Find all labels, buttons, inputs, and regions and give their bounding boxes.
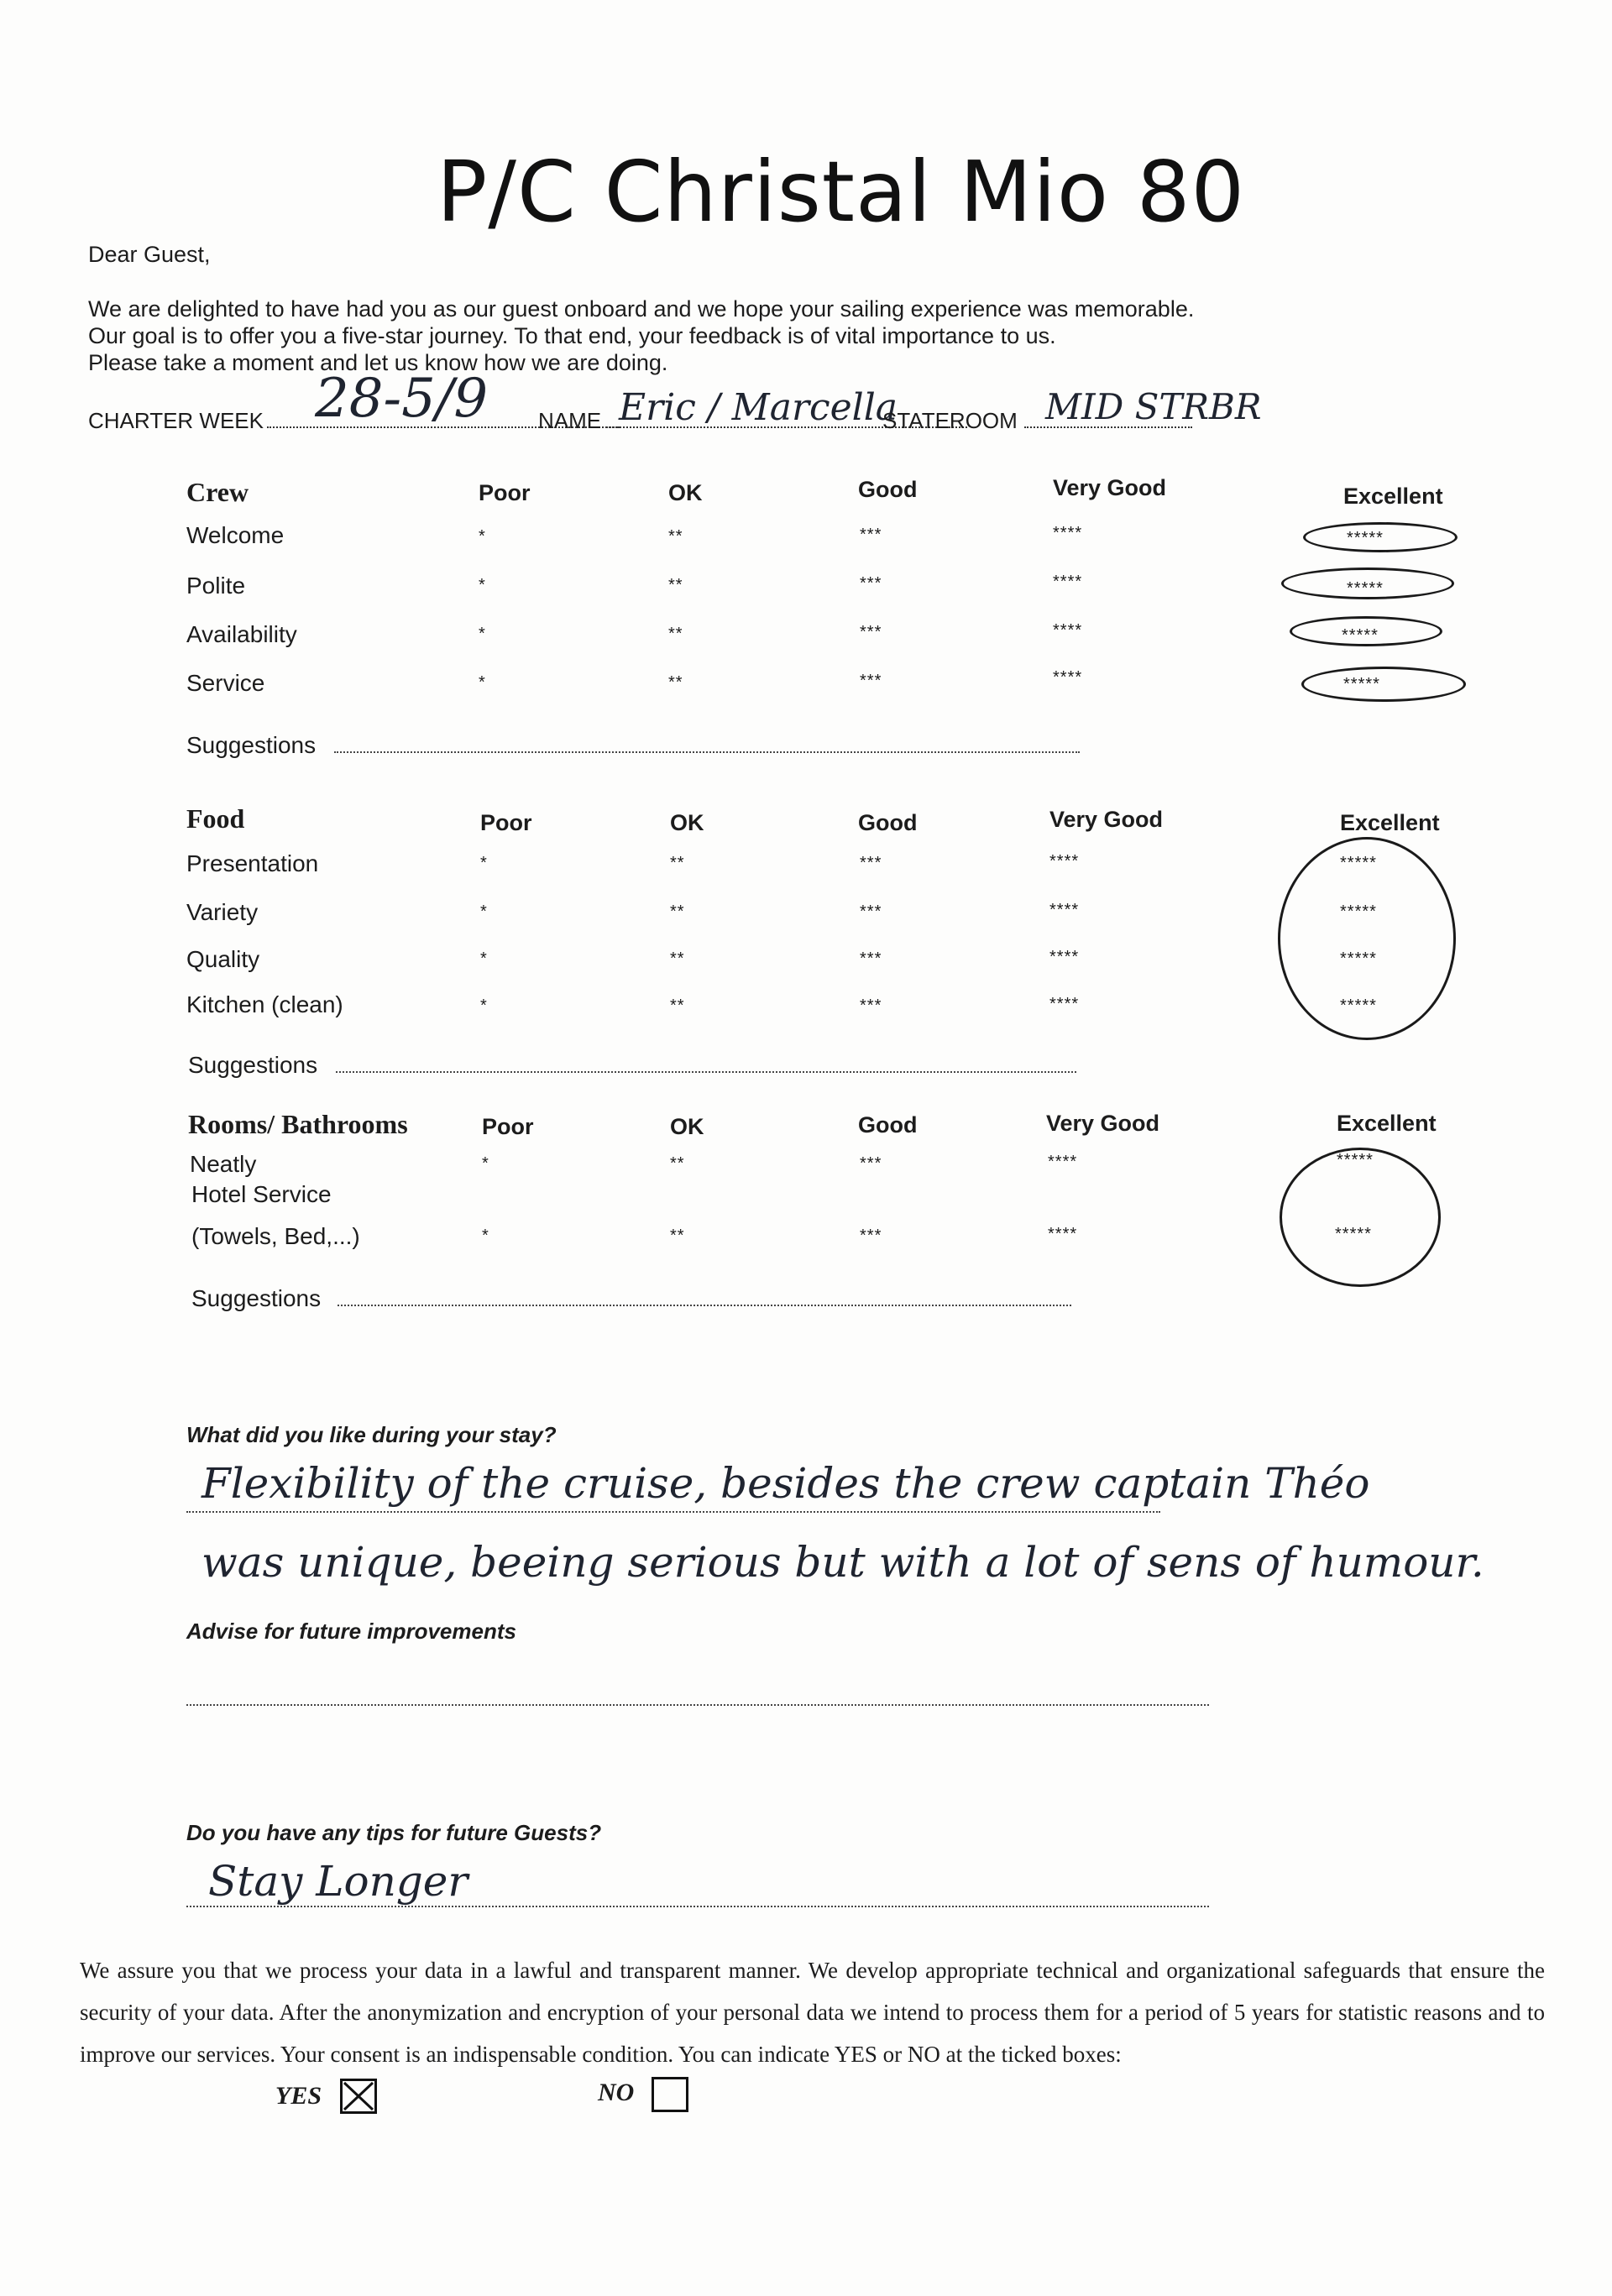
rating-very-good[interactable]: **** (1049, 852, 1080, 871)
answer-liked-line-2[interactable]: was unique, beeing serious but with a lot of sens of humour. (202, 1538, 1484, 1587)
column-excellent: Excellent (1343, 484, 1443, 509)
rating-excellent[interactable]: ***** (1337, 1151, 1374, 1169)
rating-ok[interactable]: ** (668, 625, 683, 643)
rating-very-good[interactable]: **** (1049, 948, 1080, 966)
question-tips: Do you have any tips for future Guests? (186, 1820, 602, 1845)
rating-excellent[interactable]: ***** (1340, 854, 1377, 872)
rating-good[interactable]: *** (860, 623, 882, 641)
rating-very-good[interactable]: **** (1048, 1153, 1078, 1171)
charter-week-label: CHARTER WEEK (88, 408, 264, 433)
rating-ok[interactable]: ** (668, 576, 683, 594)
column-good: Good (858, 477, 918, 502)
column-poor: Poor (479, 480, 531, 505)
rating-ok[interactable]: ** (670, 1226, 685, 1245)
rating-very-good[interactable]: **** (1049, 995, 1080, 1013)
selection-mark-circle (1280, 1148, 1441, 1287)
question-improvements: Advise for future improvements (186, 1619, 516, 1644)
consent-text: We assure you that we process your data in a lawful and transparent manner. We develop appropriate technical and organizational safeguards that ensure the security of your data. After the anonymization and encryption of your personal data we intend to process them for a period of 5 years for statistic reasons and to improve our services. Your consent is an indispensable condition. You can indicate YES or NO at the ticked boxes: (80, 1958, 1545, 2067)
rating-excellent[interactable]: ***** (1335, 1225, 1372, 1243)
intro-paragraph (88, 295, 1194, 376)
rating-poor[interactable]: * (479, 527, 486, 546)
consent-no-checkbox[interactable] (652, 2077, 688, 2112)
row-label-variety: Variety (186, 899, 259, 925)
section-heading: Crew (186, 477, 249, 507)
answer-tips[interactable]: Stay Longer (208, 1857, 468, 1906)
stateroom-value[interactable]: MID STRBR (1045, 386, 1262, 427)
rating-excellent[interactable]: ***** (1340, 996, 1377, 1015)
rating-excellent[interactable]: ***** (1340, 902, 1377, 921)
rating-excellent[interactable]: ***** (1347, 579, 1384, 598)
row-label-presentation: Presentation (186, 850, 319, 876)
rating-ok[interactable]: ** (668, 673, 683, 692)
rating-poor[interactable]: * (482, 1226, 489, 1245)
consent-yes-checkbox[interactable] (340, 2079, 377, 2114)
rating-ok[interactable]: ** (670, 854, 685, 872)
charter-week-value[interactable]: 28-5/9 (315, 368, 489, 430)
selection-mark-oval (1301, 667, 1466, 702)
rating-very-good[interactable]: **** (1048, 1225, 1078, 1243)
section-heading: Food (186, 803, 245, 834)
rating-poor[interactable]: * (480, 854, 488, 872)
column-poor: Poor (480, 810, 532, 835)
intro-line: We are delighted to have had you as our guest onboard and we hope your sailing experience was memorable. (88, 296, 1195, 322)
answer-improvements-field[interactable] (186, 1704, 1209, 1706)
rating-poor[interactable]: * (479, 625, 486, 643)
rating-poor[interactable]: * (480, 996, 488, 1015)
column-excellent: Excellent (1340, 810, 1440, 835)
selection-mark-oval (1303, 522, 1458, 552)
question-liked: What did you like during your stay? (186, 1422, 557, 1447)
row-label-polite: Polite (186, 573, 246, 599)
rating-excellent[interactable]: ***** (1343, 675, 1380, 693)
intro-line: Please take a moment and let us know how we are doing. (88, 350, 668, 375)
column-good: Good (858, 1112, 918, 1138)
rating-good[interactable]: *** (860, 996, 882, 1015)
rating-excellent[interactable]: ***** (1340, 949, 1377, 968)
answer-liked-underline (186, 1511, 1160, 1513)
rating-ok[interactable]: ** (668, 527, 683, 546)
column-ok: OK (668, 480, 703, 505)
row-label-kitchen: Kitchen (clean) (186, 991, 343, 1017)
name-value[interactable]: Eric / Marcella (619, 386, 898, 429)
section-heading: Rooms/ Bathrooms (188, 1109, 408, 1139)
rating-very-good[interactable]: **** (1053, 668, 1083, 687)
rating-poor[interactable]: * (480, 949, 488, 968)
rating-excellent[interactable]: ***** (1347, 529, 1384, 547)
rating-good[interactable]: *** (860, 949, 882, 968)
rating-very-good[interactable]: **** (1049, 901, 1080, 919)
rating-good[interactable]: *** (860, 854, 882, 872)
suggestions-field[interactable] (338, 1305, 1071, 1306)
rating-good[interactable]: *** (860, 574, 882, 593)
column-very-good: Very Good (1046, 1111, 1160, 1136)
name-label: NAME (538, 408, 602, 433)
column-ok: OK (670, 1114, 704, 1139)
intro-line: Our goal is to offer you a five-star journey. To that end, your feedback is of vital importance to us. (88, 323, 1056, 348)
row-label-towels-bed: (Towels, Bed,...) (191, 1223, 360, 1249)
rating-good[interactable]: *** (860, 1154, 882, 1173)
consent-yes-label: YES (275, 2082, 322, 2110)
rating-ok[interactable]: ** (670, 996, 685, 1015)
column-poor: Poor (482, 1114, 534, 1139)
row-label-hotel-service: Hotel Service (191, 1181, 332, 1207)
rating-poor[interactable]: * (479, 576, 486, 594)
column-good: Good (858, 810, 918, 835)
column-ok: OK (670, 810, 704, 835)
rating-ok[interactable]: ** (670, 1154, 685, 1173)
rating-ok[interactable]: ** (670, 902, 685, 921)
suggestions-label: Suggestions (188, 1052, 318, 1078)
rating-poor[interactable]: * (479, 673, 486, 692)
row-label-service: Service (186, 670, 265, 696)
rating-very-good[interactable]: **** (1053, 524, 1083, 542)
suggestions-label: Suggestions (186, 732, 317, 758)
suggestions-label: Suggestions (191, 1285, 322, 1311)
column-very-good: Very Good (1053, 475, 1167, 500)
checkbox-check-icon (343, 2081, 374, 2111)
salutation: Dear Guest, (88, 242, 211, 267)
rating-excellent[interactable]: ***** (1342, 626, 1379, 645)
column-very-good: Very Good (1049, 807, 1164, 832)
row-label-quality: Quality (186, 946, 260, 972)
rating-ok[interactable]: ** (670, 949, 685, 968)
selection-mark-oval (1281, 567, 1454, 599)
selection-mark-oval (1290, 616, 1442, 646)
rating-very-good[interactable]: **** (1053, 573, 1083, 591)
suggestions-field[interactable] (336, 1071, 1076, 1073)
answer-liked-line-1[interactable]: Flexibility of the cruise, besides the crew captain Théo (202, 1459, 1370, 1508)
rating-very-good[interactable]: **** (1053, 621, 1083, 640)
rating-good[interactable]: *** (860, 1226, 882, 1245)
form-title: P/C Christal Mio 80 (437, 143, 1246, 241)
row-label-neatly: Neatly (190, 1151, 257, 1177)
consent-no-label: NO (598, 2079, 635, 2106)
column-excellent: Excellent (1337, 1111, 1437, 1136)
rating-poor[interactable]: * (480, 902, 488, 921)
suggestions-field[interactable] (334, 751, 1080, 753)
row-label-availability: Availability (186, 621, 297, 647)
header-fields-line (88, 368, 1297, 435)
rating-good[interactable]: *** (860, 672, 882, 690)
rating-good[interactable]: *** (860, 902, 882, 921)
stateroom-label: STATEROOM (882, 408, 1018, 433)
rating-good[interactable]: *** (860, 526, 882, 544)
answer-tips-underline (186, 1906, 1209, 1907)
rating-poor[interactable]: * (482, 1154, 489, 1173)
selection-mark-circle (1278, 837, 1456, 1040)
row-label-welcome: Welcome (186, 522, 285, 548)
